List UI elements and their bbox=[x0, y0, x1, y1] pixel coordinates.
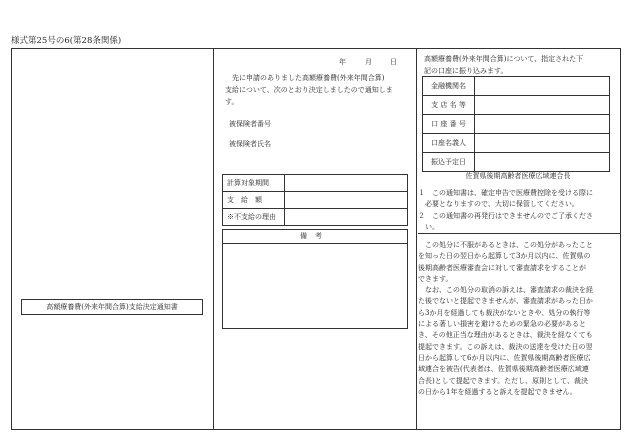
calculation-table bbox=[222, 174, 408, 226]
table-row bbox=[423, 153, 610, 172]
account-holder-label: 口座名義人 bbox=[423, 134, 475, 153]
bank-account-table bbox=[422, 76, 610, 172]
transfer-date-value bbox=[475, 153, 610, 172]
appeal-line: 提起できます。この訴えは、裁決の送達を受けた日の翌 bbox=[418, 342, 593, 351]
non-payment-reason-label: ※不支給の理由 bbox=[223, 209, 285, 226]
table-row bbox=[423, 115, 610, 134]
appeal-line: 合長)として提起できます。ただし、原則として、裁決 bbox=[418, 376, 589, 385]
intro-line: す。 bbox=[225, 98, 239, 106]
table-row bbox=[423, 96, 610, 115]
note-line: い。 bbox=[418, 222, 439, 231]
note-line: 必要となりますので、大切に保管してください。 bbox=[418, 200, 579, 209]
table-row bbox=[223, 192, 408, 209]
account-number-label: 口 座 番 号 bbox=[423, 115, 475, 134]
date-day-label: 日 bbox=[390, 58, 397, 66]
form-number-label: 様式第25号の6(第28条関係) bbox=[11, 36, 122, 46]
appeal-line: なお、この処分の取消の訴えは、審査請求の裁決を経 bbox=[418, 286, 593, 295]
note-line: ２ この通知書の再発行はできませんのでご了承くださ bbox=[418, 211, 593, 220]
remarks-header: 備考 bbox=[222, 229, 408, 244]
intro-line: 高額療養費(外来年間合算)について、指定された下 bbox=[424, 55, 584, 63]
intro-line: 支給について、次のとおり決定しましたので通知しま bbox=[225, 86, 393, 94]
table-row bbox=[423, 77, 610, 96]
non-payment-reason-value bbox=[285, 209, 408, 226]
table-row bbox=[223, 209, 408, 226]
calc-period-value bbox=[285, 175, 408, 192]
appeal-line: この処分に不服があるときは、この処分があったこと bbox=[418, 241, 593, 249]
table-row bbox=[423, 134, 610, 153]
insured-name-label: 被保険者氏名 bbox=[229, 140, 271, 148]
bank-name-value bbox=[475, 77, 610, 96]
appeal-line: を知った日の翌日から起算して3か月以内に、佐賀県の bbox=[418, 252, 591, 261]
appeal-line: 後期高齢者医療審査会に対して審査請求をすることが bbox=[418, 263, 586, 272]
notice-title: 高額療養費(外来年間合算)支給決定通知書 bbox=[21, 299, 203, 315]
appeal-line: 域連合を被告(代表者は、佐賀県後期高齢者医療広域連 bbox=[418, 365, 589, 374]
appeal-line: による著しい損害を避けるための緊急の必要があると bbox=[418, 320, 586, 329]
section-divider bbox=[418, 233, 621, 234]
appeal-line: き、その他正当な理由があるときは、裁決を経なくても bbox=[418, 331, 593, 340]
intro-line: 先に申請のありました高額療養費(外来年間合算) bbox=[232, 74, 385, 82]
column-divider-left bbox=[213, 48, 214, 430]
account-holder-value bbox=[475, 134, 610, 153]
issuer-name: 佐賀県後期高齢者医療広域連合長 bbox=[465, 172, 571, 180]
branch-name-value bbox=[475, 96, 610, 115]
date-month-label: 月 bbox=[365, 58, 372, 66]
date-year-label: 年 bbox=[339, 58, 346, 66]
notes-text bbox=[418, 188, 620, 233]
note-line: １ この通知書は、確定申告で医療費控除を受ける際に bbox=[418, 189, 593, 197]
appeal-line: 日から起算して6か月以内に、佐賀県後期高齢者医療広 bbox=[418, 353, 591, 362]
branch-name-label: 支 店 名 等 bbox=[423, 96, 475, 115]
payment-amount-label: 支 給 額 bbox=[223, 192, 285, 209]
remarks-box bbox=[222, 243, 408, 329]
appeal-instructions-text bbox=[418, 240, 620, 398]
intro-line: 記の口座に振り込みます。 bbox=[424, 67, 508, 75]
appeal-line: の日から1年を経過すると訴えを提起できません。 bbox=[418, 387, 577, 396]
table-row bbox=[223, 175, 408, 192]
transfer-date-label: 振込予定日 bbox=[423, 153, 475, 172]
calc-period-label: 計算対象期間 bbox=[223, 175, 285, 192]
payment-amount-value bbox=[285, 192, 408, 209]
decision-intro-text bbox=[225, 72, 411, 108]
column-divider-right bbox=[416, 48, 417, 430]
insured-number-label: 被保険者番号 bbox=[229, 120, 271, 128]
appeal-line: た後でないと提起できませんが、審査請求があった日か bbox=[418, 297, 593, 306]
transfer-intro-text bbox=[424, 53, 618, 77]
appeal-line: できます。 bbox=[418, 274, 453, 283]
appeal-line: ら3か月を経過しても裁決がないときや、処分の執行等 bbox=[418, 308, 591, 317]
account-number-value bbox=[475, 115, 610, 134]
bank-name-label: 金融機関名 bbox=[423, 77, 475, 96]
